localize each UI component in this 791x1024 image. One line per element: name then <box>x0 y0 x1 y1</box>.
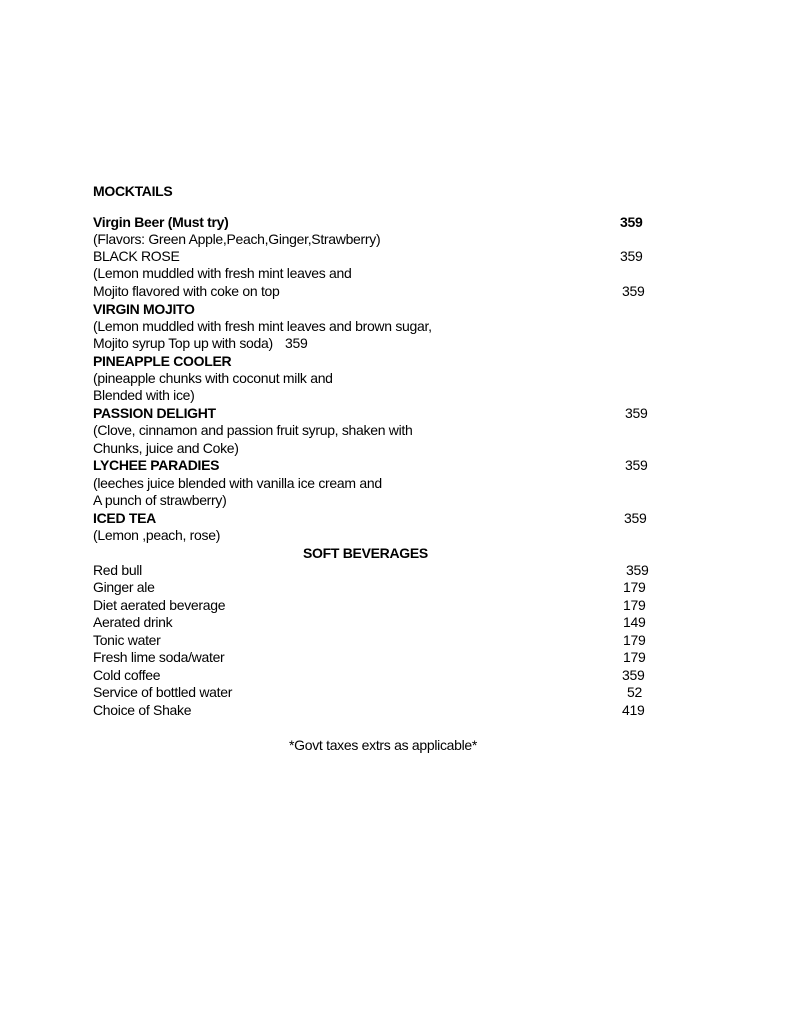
beverage-price: 359 <box>626 562 649 578</box>
beverage-price: 179 <box>623 579 646 595</box>
beverage-name: Tonic water <box>93 632 161 648</box>
item-name-black-rose: BLACK ROSE <box>93 248 180 264</box>
item-name-lychee-paradies: LYCHEE PARADIES <box>93 457 220 473</box>
beverage-name: Red bull <box>93 562 142 578</box>
item-price-iced-tea: 359 <box>624 510 647 526</box>
item-desc-black-rose-line2: Mojito flavored with coke on top <box>93 283 280 299</box>
item-name-passion-delight: PASSION DELIGHT <box>93 405 216 421</box>
item-desc-iced-tea: (Lemon ,peach, rose) <box>93 527 221 543</box>
item-name-iced-tea: ICED TEA <box>93 510 156 526</box>
beverage-name: Ginger ale <box>93 579 155 595</box>
item-price-virgin-beer: 359 <box>620 214 643 230</box>
beverage-name: Aerated drink <box>93 614 173 630</box>
beverage-name: Diet aerated beverage <box>93 597 226 613</box>
item-desc-virgin-beer: (Flavors: Green Apple,Peach,Ginger,Strawberry) <box>93 231 381 247</box>
item-price-black-rose-2: 359 <box>622 283 645 299</box>
beverage-price: 419 <box>622 702 645 718</box>
section-heading-mocktails: MOCKTAILS <box>93 183 173 199</box>
item-price-lychee-paradies: 359 <box>625 457 648 473</box>
item-desc-lychee-paradies-line2: A punch of strawberry) <box>93 492 227 508</box>
beverage-name: Fresh lime soda/water <box>93 649 225 665</box>
item-price-virgin-mojito: 359 <box>285 335 308 351</box>
item-desc-virgin-mojito-line1: (Lemon muddled with fresh mint leaves and brown sugar, <box>93 318 432 334</box>
beverage-price: 179 <box>623 632 646 648</box>
beverage-price: 52 <box>627 684 642 700</box>
item-price-black-rose: 359 <box>620 248 643 264</box>
item-desc-pineapple-cooler-line1: (pineapple chunks with coconut milk and <box>93 370 333 386</box>
item-desc-passion-delight-line1: (Clove, cinnamon and passion fruit syrup, shaken with <box>93 422 413 438</box>
beverage-price: 179 <box>623 649 646 665</box>
beverage-price: 359 <box>622 667 645 683</box>
beverage-name: Cold coffee <box>93 667 161 683</box>
item-name-virgin-mojito: VIRGIN MOJITO <box>93 301 195 317</box>
item-desc-lychee-paradies-line1: (leeches juice blended with vanilla ice cream and <box>93 475 382 491</box>
item-name-pineapple-cooler: PINEAPPLE COOLER <box>93 353 232 369</box>
section-heading-soft-beverages: SOFT BEVERAGES <box>303 545 428 561</box>
beverage-name: Service of bottled water <box>93 684 233 700</box>
beverage-price: 179 <box>623 597 646 613</box>
item-name-virgin-beer: Virgin Beer (Must try) <box>93 214 229 230</box>
footer-tax-note: *Govt taxes extrs as applicable* <box>289 737 478 753</box>
beverage-price: 149 <box>623 614 646 630</box>
item-desc-black-rose-line1: (Lemon muddled with fresh mint leaves and <box>93 265 352 281</box>
item-price-passion-delight: 359 <box>625 405 648 421</box>
item-desc-virgin-mojito-line2: Mojito syrup Top up with soda) <box>93 335 273 351</box>
beverage-name: Choice of Shake <box>93 702 192 718</box>
item-desc-passion-delight-line2: Chunks, juice and Coke) <box>93 440 239 456</box>
item-desc-pineapple-cooler-line2: Blended with ice) <box>93 387 195 403</box>
